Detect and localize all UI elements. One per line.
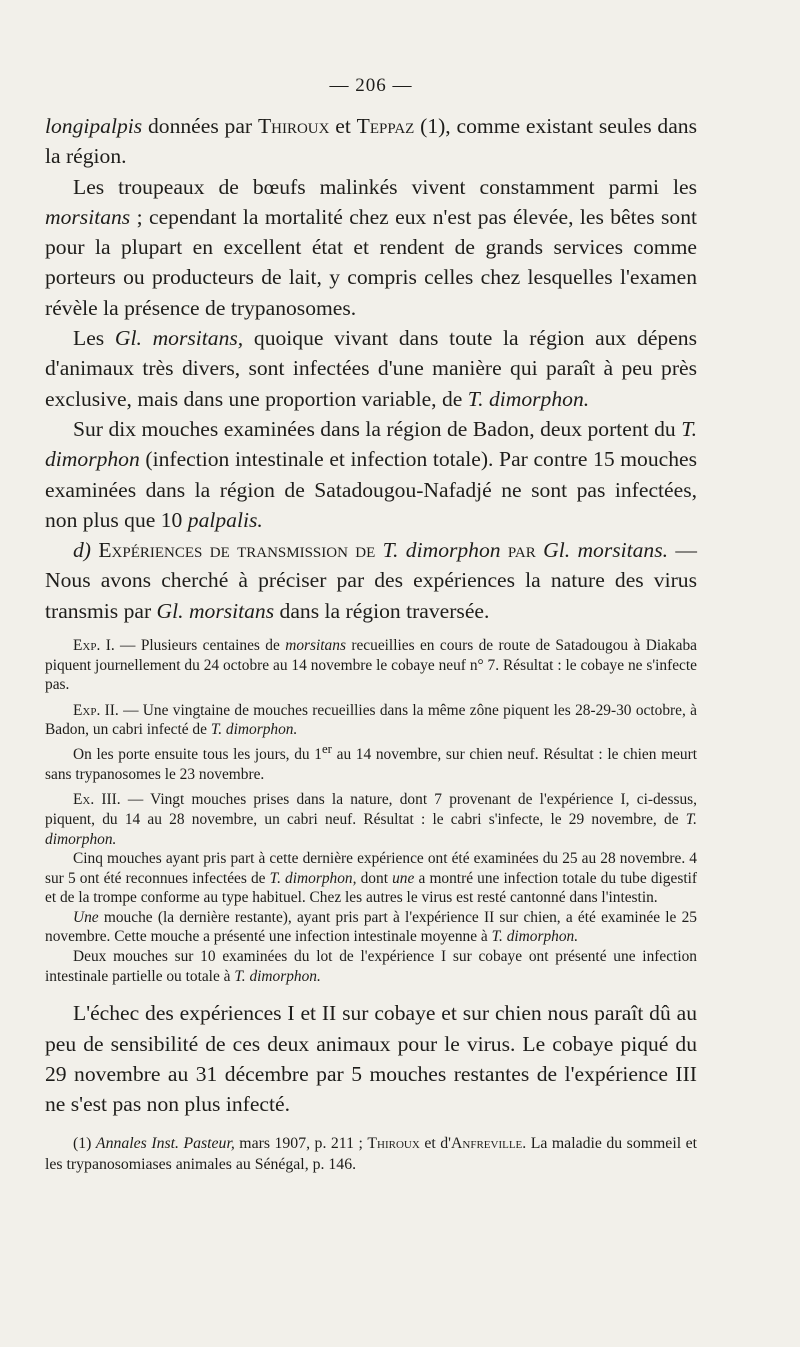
experiment-3: Ex. III. — Vingt mouches prises dans la nature, dont 7 provenant de l'expérience I, ci-dessus, piquent, du 14 au 28 novembre, un cabri neuf. Résultat : le cabri s'infecte, le 29 novembre, de T. dimorphon. [45,791,698,848]
experiment-2: Exp. II. — Une vingtaine de mouches recueillies dans la même zône piquent les 28-29-30 octobre, à Badon, un cabri infecté de T. dimorphon. [45,701,697,739]
paragraph-troupeaux: Les troupeaux de bœufs malinkés vivent constamment parmi les morsitans ; cependant la mortalité chez eux n'est pas élevée, les bêtes sont pour la plupart en excellent état et rendent de grands services comme porteurs ou producteurs de lait, y compris celles chez lesquelles l'examen révèle la présence de trypanosomes. [45,174,697,320]
author-name: Teppaz [356,114,415,138]
section-heading-experiences: d) Expériences de transmission de T. dimorphon par Gl. morsitans. — Nous avons cherché à préciser par des expériences la nature des virus transmis par Gl. morsitans dans la région traversée. [45,538,697,623]
paragraph-morsitans: Les Gl. morsitans, quoique vivant dans toute la région aux dépens d'animaux très divers, sont infectées d'une manière qui paraît à peu près exclusive, mais dans une proportion variable, de T. dimorphon. [45,326,698,411]
paragraph-badon: Sur dix mouches examinées dans la région de Badon, deux portent du T. dimorphon (infection intestinale et infection totale). Par contre 15 mouches examinées dans la région de Satadougou-Nafadjé ne sont pas infectées, non plus que 10 palpalis. [45,416,697,532]
experiment-2-followup: On les porte ensuite tous les jours, du 1er au 14 novembre, sur chien neuf. Résultat : le chien meurt sans trypanosomes le 23 novembre. [45,742,698,783]
footnote: (1) Annales Inst. Pasteur, mars 1907, p. 211 ; Thiroux et d'Anfreville. La maladie du sommeil et les trypanosomiases animales au Sénégal, p. 146. [45,1135,697,1174]
page-body [45,75,697,1175]
paragraph-conclusion: L'échec des expériences I et II sur cobaye et sur chien nous paraît dû au peu de sensibilité de ces deux animaux pour le virus. Le cobaye piqué du 29 novembre au 31 décembre par 5 mouches restantes de l'expérience III ne s'est pas non plus infecté. [45,1001,697,1117]
experiment-3-lot: Deux mouches sur 10 examinées du lot de l'expérience I sur cobaye ont présenté une infection intestinale partielle ou totale à T. dimorphon. [45,948,697,985]
experiment-1: Exp. I. — Plusieurs centaines de morsitans recueillies en cours de route de Satadougou à Diakaba piquent journellement du 24 octobre au 14 novembre le cobaye neuf n° 7. Résultat : le cobaye ne s'infecte pas. [45,637,697,694]
experiment-3-last-fly: Une mouche (la dernière restante), ayant pris part à l'expérience II sur chien, a été examinée le 25 novembre. Cette mouche a présenté une infection intestinale moyenne à T. dimorphon. [45,908,697,946]
italic-term: longipalpis [45,114,143,138]
experiment-3-examination: Cinq mouches ayant pris part à cette dernière expérience ont été examinées du 25 au 28 novembre. 4 sur 5 ont été reconnues infectées de T. dimorphon, dont une a montré une infection totale du tube digestif et de la trompe conforme au type habituel. Chez les autres le virus est resté cantonné dans l'intestin. [45,850,698,907]
page-number: — 206 — [329,75,413,96]
paragraph-continuation: longipalpis données par Thiroux et Teppaz (1), comme existant seules dans la région. [45,114,697,169]
author-name: Thiroux [257,114,330,138]
